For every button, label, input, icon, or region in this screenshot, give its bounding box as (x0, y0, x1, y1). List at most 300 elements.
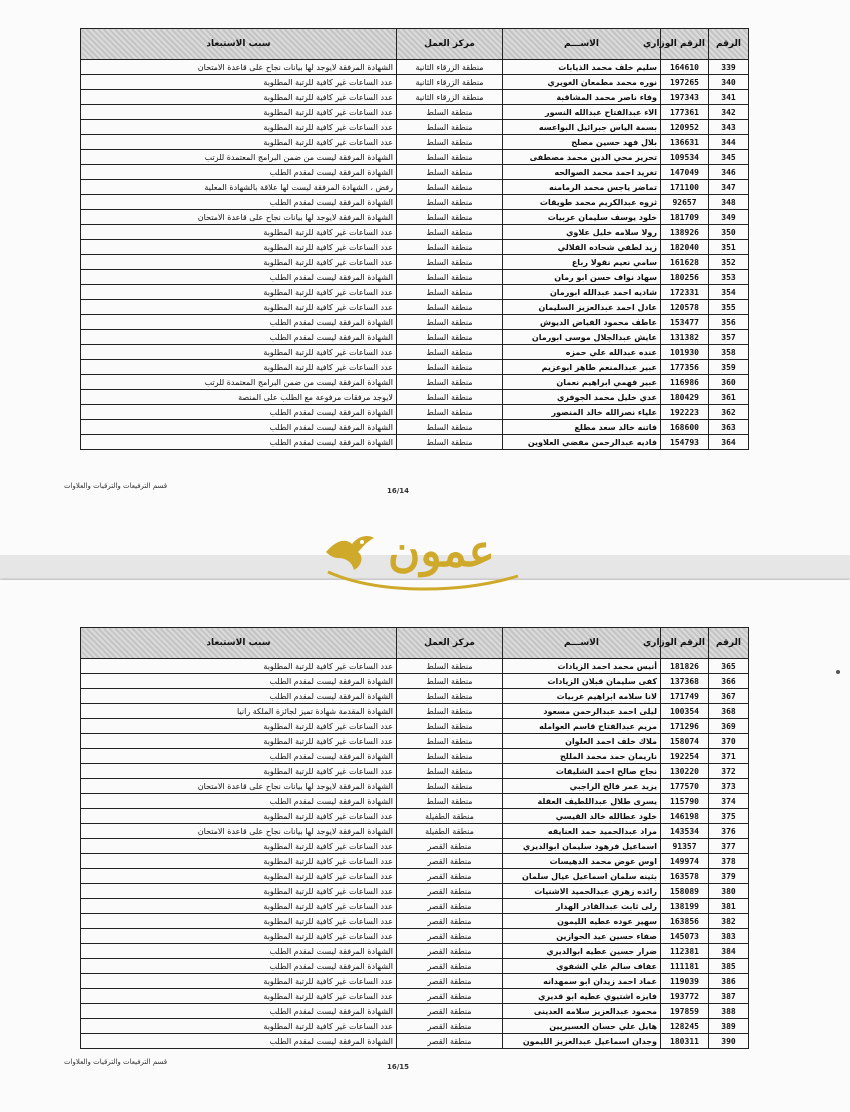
cell-name: فاديه عبدالرحمن مفضي العلاوين (503, 435, 661, 450)
cell-work-center: منطقة السلط (397, 135, 503, 150)
table-row (81, 240, 749, 255)
cell-exclusion-reason: عدد الساعات غير كافية للرتبة المطلوبة (81, 734, 397, 749)
cell-ministerial-number: 119039 (661, 974, 709, 989)
cell-name: عاطف محمود الفياض الديوش (503, 315, 661, 330)
cell-seq: 366 (709, 674, 749, 689)
cell-ministerial-number: 153477 (661, 315, 709, 330)
cell-ministerial-number: 180256 (661, 270, 709, 285)
cell-name: اسماعيل فرهود سليمان ابوالديري (503, 839, 661, 854)
table-row (81, 929, 749, 944)
header-ministerial-number: الرقم الوزاري (661, 29, 709, 60)
cell-work-center: منطقة السلط (397, 300, 503, 315)
cell-work-center: منطقة السلط (397, 764, 503, 779)
cell-name: زيد لطفي شحاده القلالي (503, 240, 661, 255)
cell-work-center: منطقة السلط (397, 749, 503, 764)
cell-seq: 371 (709, 749, 749, 764)
cell-seq: 350 (709, 225, 749, 240)
cell-work-center: منطقة القصر (397, 989, 503, 1004)
table-row (81, 405, 749, 420)
cell-ministerial-number: 147049 (661, 165, 709, 180)
cell-seq: 375 (709, 809, 749, 824)
table-row (81, 674, 749, 689)
cell-ministerial-number: 171749 (661, 689, 709, 704)
cell-exclusion-reason: عدد الساعات غير كافية للرتبة المطلوبة (81, 225, 397, 240)
cell-seq: 367 (709, 689, 749, 704)
table-row (81, 90, 749, 105)
table-header-row (81, 628, 749, 659)
cell-seq: 344 (709, 135, 749, 150)
cell-ministerial-number: 109534 (661, 150, 709, 165)
cell-seq: 347 (709, 180, 749, 195)
punch-hole-mark (836, 670, 840, 674)
cell-work-center: منطقة السلط (397, 255, 503, 270)
cell-exclusion-reason: الشهادة المرفقة ليست لمقدم الطلب (81, 165, 397, 180)
cell-exclusion-reason: الشهادة المرفقة ليست من ضمن البرامج المعتمدة للرتب (81, 150, 397, 165)
cell-seq: 341 (709, 90, 749, 105)
footer-department: قسم الترفيعات والترقيات والعلاوات (64, 482, 168, 490)
cell-name: رولا سلامه خليل علاوي (503, 225, 661, 240)
ammon-logo (318, 518, 538, 598)
cell-work-center: منطقة السلط (397, 794, 503, 809)
header-work-center: مركز العمل (397, 628, 503, 659)
cell-seq: 359 (709, 360, 749, 375)
cell-ministerial-number: 101930 (661, 345, 709, 360)
table-body (81, 659, 749, 1049)
cell-work-center: منطقة القصر (397, 1034, 503, 1049)
cell-ministerial-number: 171296 (661, 719, 709, 734)
cell-exclusion-reason: عدد الساعات غير كافية للرتبة المطلوبة (81, 929, 397, 944)
cell-ministerial-number: 120952 (661, 120, 709, 135)
cell-work-center: منطقة السلط (397, 345, 503, 360)
cell-name: مراد عبدالحميد حمد العنايقه (503, 824, 661, 839)
logo-text: عمون (388, 526, 495, 577)
cell-seq: 345 (709, 150, 749, 165)
cell-work-center: منطقة القصر (397, 839, 503, 854)
cell-name: خلود عطالله خالد القيسي (503, 809, 661, 824)
cell-ministerial-number: 177356 (661, 360, 709, 375)
cell-name: خلود يوسف سليمان عربيات (503, 210, 661, 225)
cell-work-center: منطقة القصر (397, 974, 503, 989)
cell-exclusion-reason: عدد الساعات غير كافية للرتبة المطلوبة (81, 1019, 397, 1034)
table-row (81, 899, 749, 914)
cell-seq: 386 (709, 974, 749, 989)
header-name: الاســـم (503, 29, 661, 60)
cell-exclusion-reason: عدد الساعات غير كافية للرتبة المطلوبة (81, 285, 397, 300)
cell-ministerial-number: 197265 (661, 75, 709, 90)
cell-name: كفى سليمان قبلان الزيادات (503, 674, 661, 689)
cell-exclusion-reason: الشهادة المرفقة ليست لمقدم الطلب (81, 195, 397, 210)
table-row (81, 974, 749, 989)
table-row (81, 195, 749, 210)
cell-name: بسمة الياس جبرائيل البواعسه (503, 120, 661, 135)
cell-work-center: منطقة السلط (397, 390, 503, 405)
cell-seq: 364 (709, 435, 749, 450)
cell-ministerial-number: 130220 (661, 764, 709, 779)
cell-ministerial-number: 197859 (661, 1004, 709, 1019)
cell-work-center: منطقة السلط (397, 270, 503, 285)
cell-exclusion-reason: عدد الساعات غير كافية للرتبة المطلوبة (81, 659, 397, 674)
cell-ministerial-number: 116986 (661, 375, 709, 390)
cell-seq: 365 (709, 659, 749, 674)
cell-seq: 339 (709, 60, 749, 75)
cell-ministerial-number: 192254 (661, 749, 709, 764)
cell-name: عبير عبدالمنعم طاهر ابوعزيم (503, 360, 661, 375)
table-row (81, 315, 749, 330)
cell-ministerial-number: 145073 (661, 929, 709, 944)
cell-seq: 368 (709, 704, 749, 719)
cell-name: وجدان اسماعيل عبدالعزيز الليمون (503, 1034, 661, 1049)
table-row (81, 105, 749, 120)
cell-name: صفاء حسين عيد الحوازين (503, 929, 661, 944)
cell-ministerial-number: 92657 (661, 195, 709, 210)
cell-name: عبير فهمي ابراهيم نعمان (503, 375, 661, 390)
cell-name: رائده زهري عبدالحميد الاشنيات (503, 884, 661, 899)
cell-name: عايش عبدالجلال موسى ابورمان (503, 330, 661, 345)
cell-name: سليم خلف محمد الذيابات (503, 60, 661, 75)
cell-exclusion-reason: الشهادة المرفقة ليست لمقدم الطلب (81, 794, 397, 809)
cell-ministerial-number: 164610 (661, 60, 709, 75)
cell-name: رلى ثابت عبدالقادر الهدار (503, 899, 661, 914)
cell-work-center: منطقة السلط (397, 225, 503, 240)
cell-seq: 383 (709, 929, 749, 944)
cell-ministerial-number: 163856 (661, 914, 709, 929)
cell-name: فاتنه خالد سعد مطلع (503, 420, 661, 435)
cell-ministerial-number: 172331 (661, 285, 709, 300)
table-row (81, 345, 749, 360)
table-row (81, 869, 749, 884)
cell-exclusion-reason: الشهادة المرفقة ليست لمقدم الطلب (81, 1004, 397, 1019)
table-row (81, 270, 749, 285)
exclusion-table-page-1 (80, 28, 749, 450)
table-row (81, 959, 749, 974)
cell-ministerial-number: 158089 (661, 884, 709, 899)
cell-name: بلال فهد حسين مصلح (503, 135, 661, 150)
cell-name: عدي خليل محمد الجوفري (503, 390, 661, 405)
table-row (81, 300, 749, 315)
table-row (81, 180, 749, 195)
cell-ministerial-number: 177361 (661, 105, 709, 120)
cell-ministerial-number: 180311 (661, 1034, 709, 1049)
cell-seq: 349 (709, 210, 749, 225)
cell-exclusion-reason: الشهادة المرفقة ليست لمقدم الطلب (81, 959, 397, 974)
cell-ministerial-number: 146198 (661, 809, 709, 824)
cell-exclusion-reason: عدد الساعات غير كافية للرتبة المطلوبة (81, 974, 397, 989)
header-ministerial-number: الرقم الوزاري (661, 628, 709, 659)
cell-seq: 363 (709, 420, 749, 435)
cell-exclusion-reason: عدد الساعات غير كافية للرتبة المطلوبة (81, 854, 397, 869)
cell-seq: 361 (709, 390, 749, 405)
cell-seq: 358 (709, 345, 749, 360)
cell-exclusion-reason: الشهادة المرفقة ليست من ضمن البرامج المعتمدة للرتب (81, 375, 397, 390)
table-row (81, 330, 749, 345)
cell-exclusion-reason: عدد الساعات غير كافية للرتبة المطلوبة (81, 839, 397, 854)
table-row (81, 884, 749, 899)
table-row (81, 255, 749, 270)
cell-name: ضرار حسين عطيه ابوالديري (503, 944, 661, 959)
header-name: الاســـم (503, 628, 661, 659)
cell-exclusion-reason: عدد الساعات غير كافية للرتبة المطلوبة (81, 884, 397, 899)
cell-ministerial-number: 197343 (661, 90, 709, 105)
cell-ministerial-number: 180429 (661, 390, 709, 405)
cell-seq: 372 (709, 764, 749, 779)
cell-ministerial-number: 131382 (661, 330, 709, 345)
header-exclusion-reason: سبب الاستبعاد (81, 29, 397, 60)
cell-work-center: منطقة الطفيلة (397, 809, 503, 824)
cell-exclusion-reason: عدد الساعات غير كافية للرتبة المطلوبة (81, 764, 397, 779)
table-row (81, 749, 749, 764)
cell-name: لانا سلامه ابراهيم عربيات (503, 689, 661, 704)
cell-exclusion-reason: الشهادة المرفقة ليست لمقدم الطلب (81, 689, 397, 704)
cell-seq: 382 (709, 914, 749, 929)
cell-exclusion-reason: عدد الساعات غير كافية للرتبة المطلوبة (81, 869, 397, 884)
table-row (81, 165, 749, 180)
cell-exclusion-reason: عدد الساعات غير كافية للرتبة المطلوبة (81, 300, 397, 315)
cell-work-center: منطقة السلط (397, 360, 503, 375)
cell-exclusion-reason: الشهادة المرفقة ليست لمقدم الطلب (81, 270, 397, 285)
table-row (81, 659, 749, 674)
cell-ministerial-number: 115790 (661, 794, 709, 809)
cell-ministerial-number: 112381 (661, 944, 709, 959)
cell-exclusion-reason: رفض ، الشهادة المرفقة ليست لها علاقة بالشهادة المعلية (81, 180, 397, 195)
cell-seq: 376 (709, 824, 749, 839)
cell-seq: 360 (709, 375, 749, 390)
cell-ministerial-number: 143534 (661, 824, 709, 839)
cell-seq: 384 (709, 944, 749, 959)
table-row (81, 60, 749, 75)
header-exclusion-reason: سبب الاستبعاد (81, 628, 397, 659)
cell-name: علياء نصرالله خالد المنصور (503, 405, 661, 420)
table-row (81, 210, 749, 225)
table-row (81, 225, 749, 240)
cell-work-center: منطقة القصر (397, 959, 503, 974)
cell-name: أنيس محمد احمد الزيادات (503, 659, 661, 674)
table-row (81, 135, 749, 150)
header-seq: الرقم (709, 29, 749, 60)
header-work-center: مركز العمل (397, 29, 503, 60)
cell-seq: 388 (709, 1004, 749, 1019)
cell-seq: 379 (709, 869, 749, 884)
cell-exclusion-reason: عدد الساعات غير كافية للرتبة المطلوبة (81, 360, 397, 375)
cell-name: ناريمان حمد محمد المللح (503, 749, 661, 764)
cell-name: بثينه سلمان اسماعيل عيال سلمان (503, 869, 661, 884)
cell-ministerial-number: 182040 (661, 240, 709, 255)
exclusion-table-page-2 (80, 627, 749, 1049)
cell-exclusion-reason: الشهادة المرفقة ليست لمقدم الطلب (81, 315, 397, 330)
cell-seq: 389 (709, 1019, 749, 1034)
cell-work-center: منطقة القصر (397, 869, 503, 884)
cell-work-center: منطقة السلط (397, 435, 503, 450)
cell-seq: 356 (709, 315, 749, 330)
table-row (81, 420, 749, 435)
cell-name: يزيد عمر فالح الراجبي (503, 779, 661, 794)
cell-exclusion-reason: الشهادة المرفقة ليست لمقدم الطلب (81, 944, 397, 959)
cell-name: سهاد نواف حسن ابو رمان (503, 270, 661, 285)
cell-work-center: منطقة القصر (397, 929, 503, 944)
cell-work-center: منطقة السلط (397, 150, 503, 165)
cell-name: يسرى طلال عبداللطيف العقلة (503, 794, 661, 809)
cell-work-center: منطقة القصر (397, 1019, 503, 1034)
cell-name: محمود عبدالعزيز سلامه العدينى (503, 1004, 661, 1019)
cell-exclusion-reason: الشهادة المرفقة ليست لمقدم الطلب (81, 1034, 397, 1049)
cell-ministerial-number: 120578 (661, 300, 709, 315)
cell-work-center: منطقة السلط (397, 704, 503, 719)
cell-work-center: منطقة السلط (397, 285, 503, 300)
cell-name: نجاح صالح احمد الشليقات (503, 764, 661, 779)
cell-exclusion-reason: الشهادة المرفقة لايوجد لها بيانات نجاح على قاعدة الامتحان (81, 824, 397, 839)
cell-name: عفاف سالم علي الشفوي (503, 959, 661, 974)
cell-work-center: منطقة الزرقاء الثانية (397, 60, 503, 75)
header-seq: الرقم (709, 628, 749, 659)
cell-ministerial-number: 100354 (661, 704, 709, 719)
cell-name: تحرير محي الدين محمد مصطفى (503, 150, 661, 165)
table-body (81, 60, 749, 450)
table-row (81, 75, 749, 90)
cell-exclusion-reason: الشهادة المرفقة لايوجد لها بيانات نجاح على قاعدة الامتحان (81, 210, 397, 225)
cell-seq: 343 (709, 120, 749, 135)
table-row (81, 839, 749, 854)
cell-exclusion-reason: عدد الساعات غير كافية للرتبة المطلوبة (81, 240, 397, 255)
cell-seq: 352 (709, 255, 749, 270)
cell-exclusion-reason: عدد الساعات غير كافية للرتبة المطلوبة (81, 719, 397, 734)
cell-exclusion-reason: عدد الساعات غير كافية للرتبة المطلوبة (81, 914, 397, 929)
cell-seq: 346 (709, 165, 749, 180)
table-row (81, 150, 749, 165)
cell-exclusion-reason: عدد الساعات غير كافية للرتبة المطلوبة (81, 899, 397, 914)
cell-exclusion-reason: الشهادة المرفقة ليست لمقدم الطلب (81, 674, 397, 689)
table-row (81, 989, 749, 1004)
cell-work-center: منطقة السلط (397, 420, 503, 435)
cell-work-center: منطقة السلط (397, 210, 503, 225)
cell-work-center: منطقة السلط (397, 689, 503, 704)
cell-work-center: منطقة السلط (397, 375, 503, 390)
table-row (81, 824, 749, 839)
cell-ministerial-number: 128245 (661, 1019, 709, 1034)
cell-ministerial-number: 168600 (661, 420, 709, 435)
logo-underline (318, 566, 518, 596)
cell-work-center: منطقة القصر (397, 899, 503, 914)
cell-exclusion-reason: عدد الساعات غير كافية للرتبة المطلوبة (81, 105, 397, 120)
cell-name: ملاك خلف احمد العلوان (503, 734, 661, 749)
table-header-row (81, 29, 749, 60)
cell-work-center: منطقة القصر (397, 944, 503, 959)
cell-seq: 380 (709, 884, 749, 899)
cell-exclusion-reason: الشهادة المرفقة ليست لمقدم الطلب (81, 749, 397, 764)
table-row (81, 375, 749, 390)
cell-seq: 387 (709, 989, 749, 1004)
cell-name: ليلى احمد عبدالرحمن مسعود (503, 704, 661, 719)
cell-work-center: منطقة السلط (397, 105, 503, 120)
cell-exclusion-reason: عدد الساعات غير كافية للرتبة المطلوبة (81, 135, 397, 150)
cell-ministerial-number: 171100 (661, 180, 709, 195)
table-row (81, 435, 749, 450)
cell-name: اوس عوض محمد الدهيسات (503, 854, 661, 869)
cell-exclusion-reason: لايوجد مرفقات مرفوعة مع الطلب على المنصة (81, 390, 397, 405)
cell-work-center: منطقة السلط (397, 180, 503, 195)
document-page-1 (0, 0, 850, 555)
cell-ministerial-number: 138926 (661, 225, 709, 240)
cell-seq: 340 (709, 75, 749, 90)
table-row (81, 120, 749, 135)
cell-seq: 374 (709, 794, 749, 809)
cell-exclusion-reason: عدد الساعات غير كافية للرتبة المطلوبة (81, 345, 397, 360)
cell-seq: 362 (709, 405, 749, 420)
cell-name: تغريد احمد محمد الصوالحه (503, 165, 661, 180)
cell-seq: 390 (709, 1034, 749, 1049)
table-row (81, 1004, 749, 1019)
footer-page-number: 16/14 (387, 487, 410, 495)
cell-work-center: منطقة السلط (397, 674, 503, 689)
cell-ministerial-number: 137368 (661, 674, 709, 689)
cell-work-center: منطقة السلط (397, 659, 503, 674)
cell-exclusion-reason: عدد الساعات غير كافية للرتبة المطلوبة (81, 75, 397, 90)
table-row (81, 809, 749, 824)
cell-ministerial-number: 136631 (661, 135, 709, 150)
cell-exclusion-reason: الشهادة المرفقة لايوجد لها بيانات نجاح على قاعدة الامتحان (81, 60, 397, 75)
cell-exclusion-reason: الشهادة المرفقة ليست لمقدم الطلب (81, 405, 397, 420)
cell-name: مريم عبدالفتاح قاسم العوامله (503, 719, 661, 734)
cell-work-center: منطقة القصر (397, 884, 503, 899)
cell-ministerial-number: 163578 (661, 869, 709, 884)
cell-seq: 353 (709, 270, 749, 285)
cell-seq: 354 (709, 285, 749, 300)
cell-name: سهير عوده عطيه الليمون (503, 914, 661, 929)
cell-seq: 378 (709, 854, 749, 869)
cell-ministerial-number: 181709 (661, 210, 709, 225)
cell-name: عماد احمد زيدان ابو سمهدانه (503, 974, 661, 989)
cell-name: هايل علي حسان العسيريين (503, 1019, 661, 1034)
cell-exclusion-reason: عدد الساعات غير كافية للرتبة المطلوبة (81, 989, 397, 1004)
cell-work-center: منطقة السلط (397, 779, 503, 794)
cell-seq: 369 (709, 719, 749, 734)
cell-work-center: منطقة السلط (397, 330, 503, 345)
table-row (81, 390, 749, 405)
cell-ministerial-number: 193772 (661, 989, 709, 1004)
cell-seq: 377 (709, 839, 749, 854)
table-row (81, 944, 749, 959)
cell-seq: 373 (709, 779, 749, 794)
cell-ministerial-number: 192223 (661, 405, 709, 420)
document-page-2 (0, 580, 850, 1112)
cell-work-center: منطقة السلط (397, 165, 503, 180)
table-row (81, 779, 749, 794)
cell-ministerial-number: 149974 (661, 854, 709, 869)
cell-seq: 348 (709, 195, 749, 210)
cell-name: فايزه اشتيوي عطيه ابو قديري (503, 989, 661, 1004)
cell-work-center: منطقة القصر (397, 914, 503, 929)
cell-exclusion-reason: عدد الساعات غير كافية للرتبة المطلوبة (81, 120, 397, 135)
cell-seq: 357 (709, 330, 749, 345)
cell-seq: 355 (709, 300, 749, 315)
cell-seq: 370 (709, 734, 749, 749)
cell-ministerial-number: 111181 (661, 959, 709, 974)
cell-work-center: منطقة القصر (397, 854, 503, 869)
cell-work-center: منطقة السلط (397, 240, 503, 255)
cell-exclusion-reason: الشهادة المرفقة ليست لمقدم الطلب (81, 435, 397, 450)
cell-work-center: منطقة السلط (397, 719, 503, 734)
cell-ministerial-number: 154793 (661, 435, 709, 450)
cell-ministerial-number: 181826 (661, 659, 709, 674)
table-row (81, 704, 749, 719)
table-row (81, 794, 749, 809)
cell-name: الاء عبدالفتاح عبدالله النسور (503, 105, 661, 120)
table-row (81, 734, 749, 749)
table-row (81, 854, 749, 869)
cell-name: تماضر ياجس محمد الرمامنه (503, 180, 661, 195)
cell-seq: 342 (709, 105, 749, 120)
cell-exclusion-reason: عدد الساعات غير كافية للرتبة المطلوبة (81, 809, 397, 824)
table-row (81, 764, 749, 779)
cell-name: ثروه عبدالكريم محمد طويقات (503, 195, 661, 210)
